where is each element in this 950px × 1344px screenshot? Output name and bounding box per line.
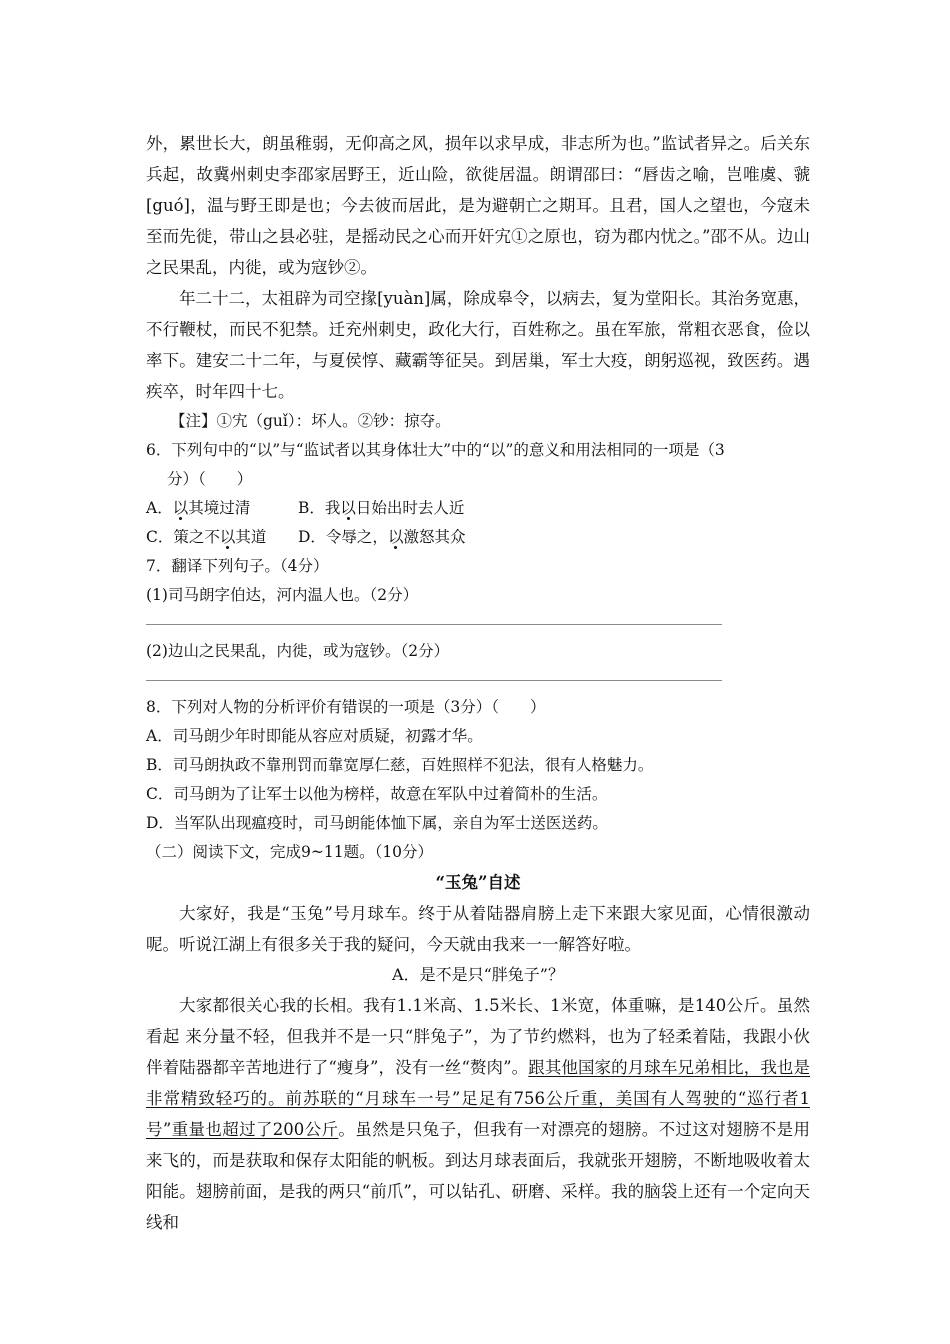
emphasis-dot-char: 以 bbox=[340, 499, 356, 517]
article-intro: 大家好，我是“玉兔”号月球车。终于从着陆器肩膀上走下来跟大家见面，心情很激动呢。听说江湖上有很多关于我的疑问，今天就由我来一一解答好啦。 bbox=[146, 904, 810, 954]
passage-paragraph-2: 年二十二，太祖辟为司空掾[yuàn]属，除成皋令，以病去，复为堂阳长。其治务宽惠，不行鞭杖，而民不犯禁。迁充州刺史，政化大行，百姓称之。虽在军旅，常粗衣恶食，俭以率下。建安二十二年，与夏侯惇、藏霸等征吴。到居巢，军士大疫，朗躬巡视，致医药。遇疾卒，时年四十七。 bbox=[146, 289, 810, 401]
article-body: 大家都很关心我的长相。我有1.1米高、1.5米长、1米宽，体重嘛，是140公斤。虽然看起 来分量不轻，但我并不是一只“胖兔子”，为了节约燃料，也为了轻柔着陆，我跟小伙伴着陆器都辛苦地进行了“瘦身”，没有一丝“赘肉”。跟其他国家的月球车兄弟相比，我也是非常精致轻巧的。前苏联的“月球车一号”足足有756公斤重，美国有人驾驶的“巡行者1号”重量也超过了200公斤。虽然是只兔子，但我有一对漂亮的翅膀。不过这对翅膀不是用来飞的，而是获取和保存太阳能的帆板。到达月球表面后，我就张开翅膀，不断地吸收着太阳能。翅膀前面，是我的两只“前爪”，可以钻孔、研磨、采样。我的脑袋上还有一个定向天线和 bbox=[146, 996, 811, 1232]
answer-line-2[interactable] bbox=[146, 680, 722, 681]
article-title: “玉兔”自述 bbox=[435, 873, 521, 892]
q6-option-a: A．以其境过清 bbox=[146, 499, 251, 517]
section-2 bbox=[146, 838, 810, 1238]
q8-option-c: C．司马朗为了让军士以他为榜样，故意在军队中过着简朴的生活。 bbox=[146, 785, 608, 803]
question-6 bbox=[146, 436, 810, 552]
q7-stem: 7．翻译下列句子。（4分） bbox=[146, 557, 329, 575]
emphasis-dot-char: 以 bbox=[219, 528, 236, 546]
article-subheading: A．是不是只“胖兔子”？ bbox=[392, 965, 564, 984]
section-2-heading: （二）阅读下文，完成9~11题。（10分） bbox=[146, 843, 434, 861]
emphasis-dot-char: 以 bbox=[172, 499, 189, 517]
q6-stem-line-1: 6．下列句中的“以”与“监试者以其身体壮大”中的“以”的意义和用法相同的一项是（3 bbox=[146, 441, 725, 459]
q6-option-d: D．令辱之，以激怒其众 bbox=[298, 528, 466, 546]
q8-option-d: D．当军队出现瘟疫时，司马朗能体恤下属，亲自为军士送医送药。 bbox=[146, 814, 608, 832]
document-content bbox=[146, 128, 810, 1238]
q7-sentence-2: (2)边山之民果乱，内徙，或为寇钞。（2分） bbox=[146, 642, 450, 660]
q6-option-c: C．策之不以其道 bbox=[146, 528, 267, 546]
answer-line-1[interactable] bbox=[146, 624, 722, 625]
q8-option-b: B．司马朗执政不靠刑罚而靠宽厚仁慈，百姓照样不犯法，很有人格魅力。 bbox=[146, 756, 654, 774]
q8-option-a: A．司马朗少年时即能从容应对质疑，初露才华。 bbox=[146, 727, 483, 745]
underlined-sentence: 跟其他国家的月球车兄弟相比，我也是非常精致轻巧的。前苏联的“月球车一号”足足有756公斤重，美国有人驾驶的“巡行者1号”重量也超过了200公斤 bbox=[146, 1058, 811, 1139]
question-8 bbox=[146, 693, 810, 838]
emphasis-dot-char: 以 bbox=[387, 528, 404, 546]
question-7 bbox=[146, 552, 810, 681]
q6-option-b: B．我以日始出时去人近 bbox=[298, 499, 465, 517]
q7-sentence-1: (1)司马朗字伯达，河内温人也。（2分） bbox=[146, 586, 419, 604]
q6-stem-line-2: 分）（ ） bbox=[167, 470, 253, 488]
passage-paragraph-1: 外，累世长大，朗虽稚弱，无仰高之风，损年以求早成，非志所为也。”监试者异之。后关东兵起，故冀州刺史李邵家居野王，近山险，欲徙居温。朗谓邵曰：“唇齿之喻，岂唯虞、虢[guó]，温与野王即是也；今去彼而居此，是为避朝亡之期耳。且君，国人之望也，今寇未至而先徙，带山之县必驻，是摇动民之心而开奸宄①之原也，窃为郡内忧之。”邵不从。边山之民果乱，内徙，或为寇钞②。 bbox=[146, 134, 810, 277]
q8-stem: 8．下列对人物的分析评价有错误的一项是（3分）（ ） bbox=[146, 698, 546, 716]
q6-options-row-2 bbox=[146, 523, 810, 552]
q6-options-row-1 bbox=[146, 494, 810, 523]
passage-note: 【注】①宄（guǐ）：坏人。②钞：掠夺。 bbox=[170, 412, 451, 430]
